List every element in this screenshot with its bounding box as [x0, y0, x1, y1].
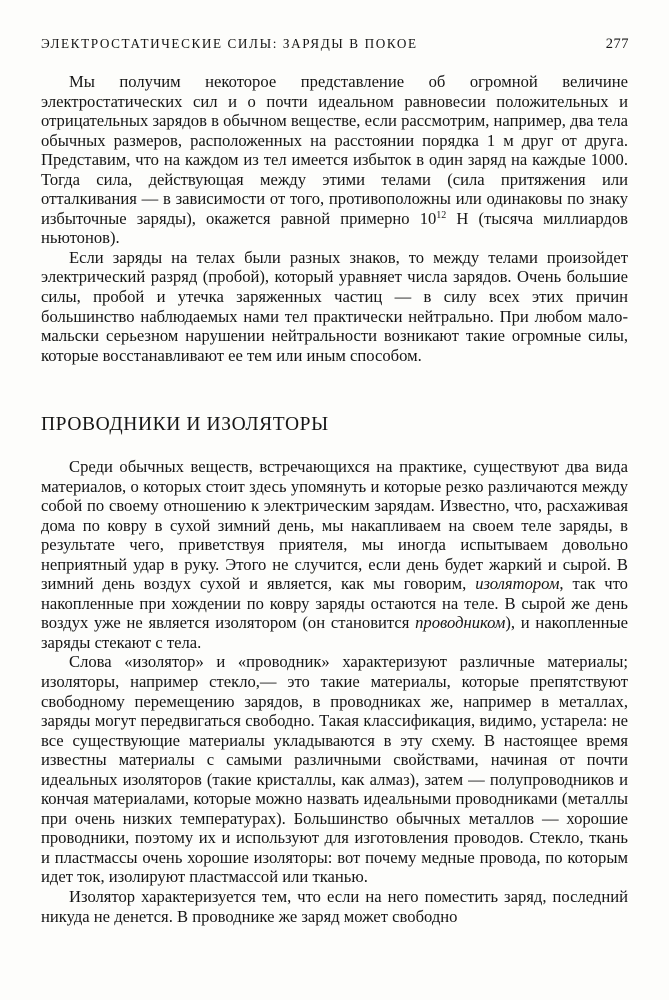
text-run: ), и накопленные заряды стекают с тела. — [41, 613, 628, 652]
running-title: ЭЛЕКТРОСТАТИЧЕСКИЕ СИЛЫ: ЗАРЯДЫ В ПОКОЕ — [41, 36, 418, 51]
term-conductor: проводником — [415, 613, 506, 633]
body-text-bottom — [41, 457, 628, 926]
text-run: , так что накопленные при хождении по ковру заряды остаются на теле. В сырой же день воздух уже не является изолятором (он становится — [41, 574, 628, 633]
text-run: Н (тысяча миллиардов ньютонов). — [41, 208, 629, 248]
exponent: 12 — [436, 209, 447, 221]
paragraph — [41, 72, 628, 248]
paragraph: Изолятор характеризуется тем, что если на него поместить заряд, последний никуда не денется. В проводнике же заряд может свободно — [41, 887, 628, 926]
text-run: Мы получим некоторое представление об огромной величине электростатических сил и о почти идеальном равновесии положительных и отрицательных зарядов в обычном веществе, если рассмотрим, например, два тела обычных размеров, расположенных на расстоянии порядка 1 м друг от друга. Представим, что на каждом из тел имеется избыток в один заряд на каждые 1000. Тогда сила, действующая между этими телами (сила притяжения или отталкивания — в зависимости от того, противоположны или одинаковы по знаку избыточные заряды), окажется равной примерно 10 — [41, 72, 628, 228]
term-insulator: изолятором — [475, 574, 560, 594]
text-run: Среди обычных веществ, встречающихся на практике, существуют два вида материалов, о которых стоит здесь упомянуть и которые резко различаются между собой по своему отношению к электрическим зарядам. Известно, что, расхаживая дома по ковру в сухой зимний день, мы накапливаем на своем теле заряды, в результате чего, приветствуя приятеля, мы иногда испытываем довольно неприятный удар в руку. Этого не случится, если день будет жаркий и сырой. В зимний день воздух сухой и является, как мы говорим, — [41, 457, 628, 594]
page-number: 277 — [605, 36, 629, 52]
section-title: ПРОВОДНИКИ И ИЗОЛЯТОРЫ — [41, 414, 329, 435]
body-text-top — [41, 72, 628, 365]
paragraph — [41, 457, 628, 652]
paragraph: Если заряды на телах были разных знаков, то между телами произойдет электрический разряд (пробой), который уравняет числа зарядов. Очень большие силы, пробой и утечка заряженных частиц — в силу всех этих причин большинство наблюдаемых нами тел практически нейтрально. При любом мало-мальски серьезном нарушении нейтральности возникают такие огромные силы, которые восстанавливают ее тем или иным способом. — [41, 247, 628, 365]
paragraph: Слова «изолятор» и «проводник» характеризуют различные материалы; изоляторы, например стекло,— это такие материалы, которые препятствуют свободному перемещению зарядов, в проводниках же, например в металлах, заряды могут передвигаться свободно. Такая классификация, видимо, устарела: не все существующие материалы укладываются в эту схему. В настоящее время известны материалы с самыми различными свойствами, начиная от почти идеальных изоляторов (такие кристаллы, как алмаз), затем — полупроводников и кончая материалами, которые можно назвать идеальными проводниками (металлы при очень низких температурах). Большинство обычных металлов — хорошие проводники, поэтому их и используют для изготовления проводов. Стекло, ткань и пластмассы очень хорошие изоляторы: вот почему медные провода, по которым идет ток, изолируют пластмассой или тканью. — [41, 652, 628, 887]
running-header — [41, 36, 629, 53]
